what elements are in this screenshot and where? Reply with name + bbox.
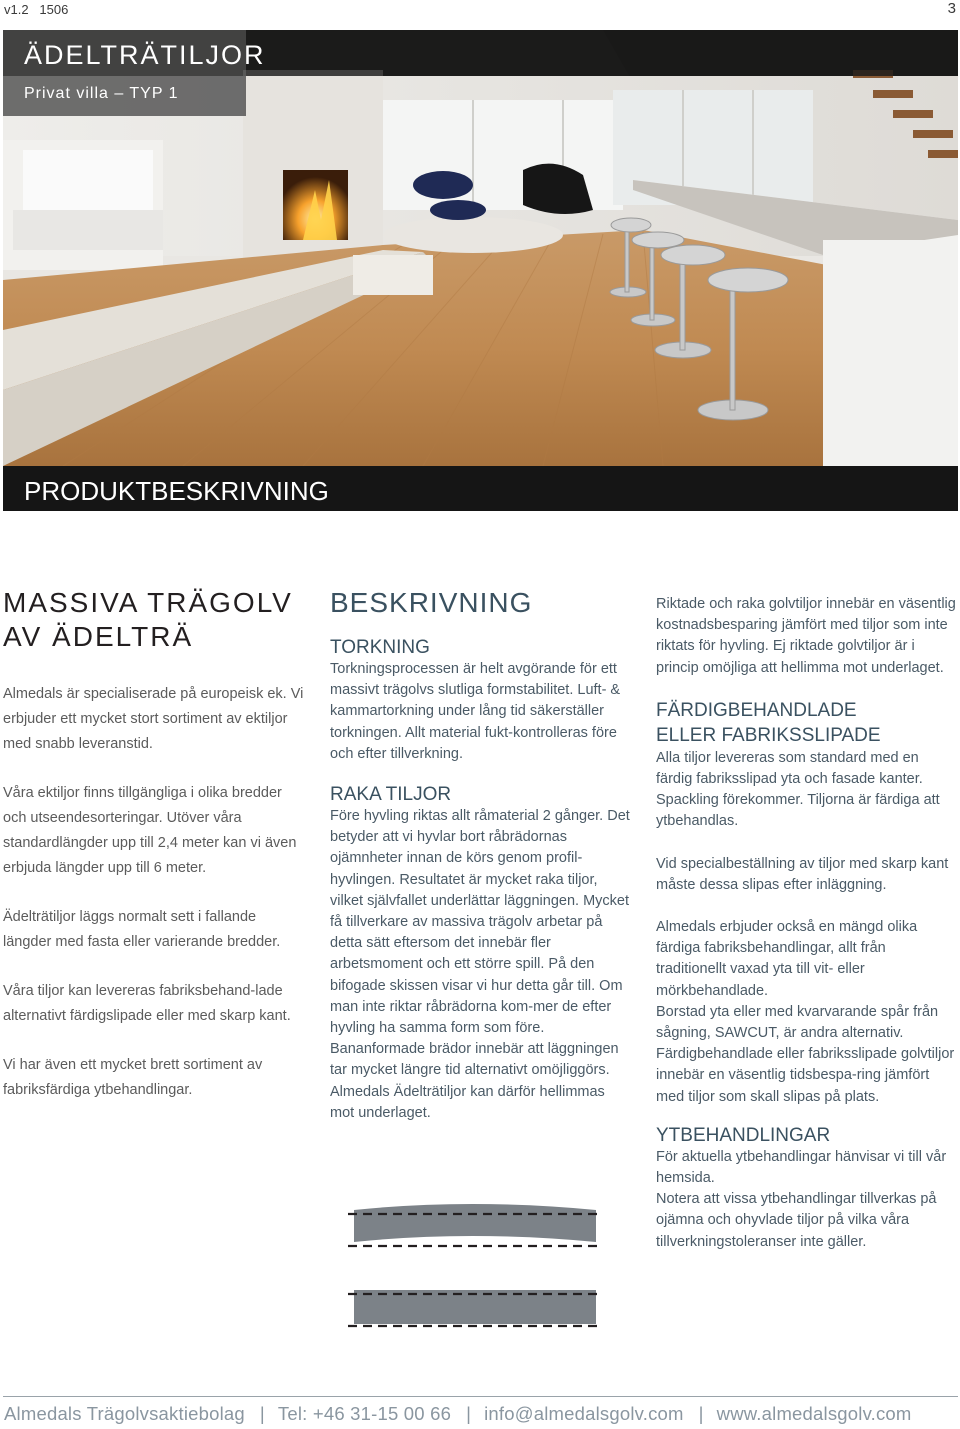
footer-email-link[interactable]: info@almedalsgolv.com [484, 1403, 684, 1424]
footer-separator: | [259, 1403, 265, 1424]
footer-separator: | [466, 1403, 472, 1424]
toleranser-text: Notera att vissa ytbehandlingar tillverkas på ojämna och ohyvlade tiljor på vilka våra tillverkningstoleranser inte gäller. [656, 1191, 937, 1250]
page-number: 3 [947, 0, 956, 17]
fardigbehandlade-heading-line1: FÄRDIGBEHANDLADE [656, 699, 857, 721]
version-label: v1.2 [4, 2, 29, 17]
footer-website-link[interactable]: www.almedalsgolv.com [716, 1403, 912, 1424]
fabriksbehandlingar-text: Almedals erbjuder också en mängd olika färdiga fabriksbehandlingar, allt från traditionellt vaxad yta till vit- eller mörkbehandlade. [656, 919, 918, 999]
hero-title-band-extension [246, 30, 958, 76]
left-heading [3, 586, 308, 654]
footer-phone[interactable]: Tel: +46 31-15 00 66 [277, 1403, 452, 1424]
left-paragraph: Våra ektiljor finns tillgängliga i olika bredder och utseendesorteringar. Utöver våra standardlängder upp till 2,4 meter kan vi även erbjuda längder upp till 6 meter. [3, 785, 297, 876]
bent-board [354, 1204, 596, 1242]
beskrivning-heading: BESKRIVNING [330, 587, 533, 618]
left-column [3, 586, 308, 1103]
ytbehandlingar-text: För aktuella ytbehandlingar hänvisar vi till vår hemsida. [656, 1148, 947, 1187]
footer-company: Almedals Trägolvsaktiebolag [4, 1403, 245, 1424]
board-sketch [340, 1196, 610, 1346]
left-heading-line2: AV ÄDELTRÄ [3, 621, 194, 652]
fardigbehandlade-heading-line2: ELLER FABRIKSSLIPADE [656, 724, 881, 746]
raka-tiljor-text: Före hyvling riktas allt råmaterial 2 gånger. Det betyder att vi hyvlar bort råbrädornas ojämnheter innan de körs genom profil-hyvlingen. Resultatet är mycket raka tiljor, vilket självfallet underlättar läggningen. Mycket få tillverkare av massiva trägolv arbetar på detta sätt eftersom det innebär fler arbetsmoment och ett större spill. På den bifogade skissen visar vi hur detta går till. Om man inte riktar råbrädorna kom-mer de efter hyvling ha samma form som före. Bananformade brädor innebär att läggningen tar mycket längre tid alternativt omöjliggörs. Almedals Ädelträtiljor kan därför hellimmas mot underlaget. [330, 808, 630, 1121]
ytbehandlingar-heading: YTBEHANDLINGAR [656, 1124, 831, 1146]
left-paragraph: Våra tiljor kan levereras fabriksbehand-lade alternativt färdigslipade eller med skarp kant. [3, 983, 291, 1024]
tidsbesparing-text: Färdigbehandlade eller fabriksslipade golvtiljor innebär en väsentlig tidsbespa-ring jämfört med tiljor som skall slipas på plats. [656, 1046, 955, 1105]
board-sketch-drawing [340, 1196, 610, 1346]
hero-subtitle: Privat villa – TYP 1 [24, 85, 179, 102]
skarp-kant-text: Vid specialbeställning av tiljor med skarp kant måste dessa slipas efter inläggning. [656, 855, 949, 893]
fardigbehandlade-heading [656, 698, 956, 748]
raka-tiljor-heading: RAKA TILJOR [330, 784, 452, 806]
middle-column [330, 586, 630, 1124]
hero-title: ÄDELTRÄTILJOR [24, 40, 266, 70]
version-code [4, 2, 68, 17]
document-code: 1506 [39, 2, 69, 17]
right-column [656, 594, 956, 1253]
fardigbehandlade-text: Alla tiljor levereras som standard med en färdig fabriksslipad yta och fasade kanter. Spackling förekommer. Tiljorna är färdiga att ytbehandlas. [656, 749, 940, 830]
left-paragraph: Ädelträtiljor läggs normalt sett i fallande längder med fasta eller varierande bredder. [3, 909, 281, 950]
section-bar [3, 466, 958, 511]
torkning-text: Torkningsprocessen är helt avgörande för ett massivt trägolvs slutliga formstabilitet. Luft- & kammartorkning under lång tid säkerställer torkningen. Allt material fukt-kontrolleras före och efter tillverkning. [330, 661, 621, 762]
left-paragraph: Almedals är specialiserade på europeisk ek. Vi erbjuder ett mycket stort sortiment av ektiljor med snabb leveranstid. [3, 686, 304, 752]
torkning-heading: TORKNING [330, 637, 430, 658]
left-paragraph: Vi har även ett mycket brett sortiment av fabriksfärdiga ytbehandlingar. [3, 1057, 263, 1098]
footer-separator: | [698, 1403, 704, 1424]
page-footer [4, 1403, 960, 1425]
borstad-yta-text: Borstad yta eller med kvarvarande spår från sågning, SAWCUT, är andra alternativ. [656, 1003, 939, 1042]
section-title: PRODUKTBESKRIVNING [24, 476, 329, 506]
footer-divider [3, 1396, 958, 1397]
riktade-text: Riktade och raka golvtiljor innebär en väsentlig kostnadsbesparing jämfört med tiljor som inte riktats för hyvling. Ej riktade golvtiljor är i princip omöjliga att hellimma mot underlaget. [656, 596, 956, 676]
left-heading-line1: MASSIVA TRÄGOLV [3, 587, 293, 618]
page-header [0, 0, 960, 22]
